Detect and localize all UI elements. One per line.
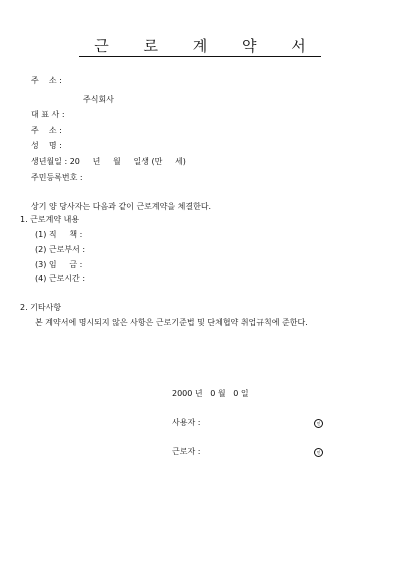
name-label: 성 명 : <box>31 141 62 150</box>
contract-date: 2000 년 0 월 0 일 <box>172 389 249 398</box>
section-2-item: 본 계약서에 명시되지 않은 사항은 근로기준법 및 단체협약 취업규칙에 준한다. <box>35 318 308 327</box>
company-name: 주식회사 <box>83 95 114 104</box>
employer-seal-icon: 인 <box>314 419 323 428</box>
employee-seal-icon: 인 <box>314 448 323 457</box>
section-1-heading: 1. 근로계약 내용 <box>20 215 80 224</box>
section-1-item-wage: (3) 임 금 : <box>35 260 83 269</box>
intro-text: 상기 양 당사자는 다음과 같이 근로계약을 체결한다. <box>31 202 212 211</box>
section-1-item-position: (1) 직 책 : <box>35 230 83 239</box>
document-title: 근 로 계 약 서 <box>79 37 321 57</box>
employer-signature-label: 사용자 : <box>172 418 201 427</box>
address-label: 주 소 : <box>31 126 62 135</box>
employer-address-label: 주 소 : <box>31 76 62 85</box>
section-1-item-hours: (4) 근로시간 : <box>35 274 86 283</box>
section-2-heading: 2. 기타사항 <box>20 303 62 312</box>
resident-number-label: 주민등록번호 : <box>31 173 83 182</box>
section-1-item-department: (2) 근로부서 : <box>35 245 86 254</box>
employee-signature-label: 근로자 : <box>172 447 201 456</box>
title-wrapper <box>0 36 400 57</box>
representative-label: 대 표 사 : <box>31 110 65 119</box>
birth-date-label: 생년월일 : 20 년 월 일생 (만 세) <box>31 157 186 166</box>
